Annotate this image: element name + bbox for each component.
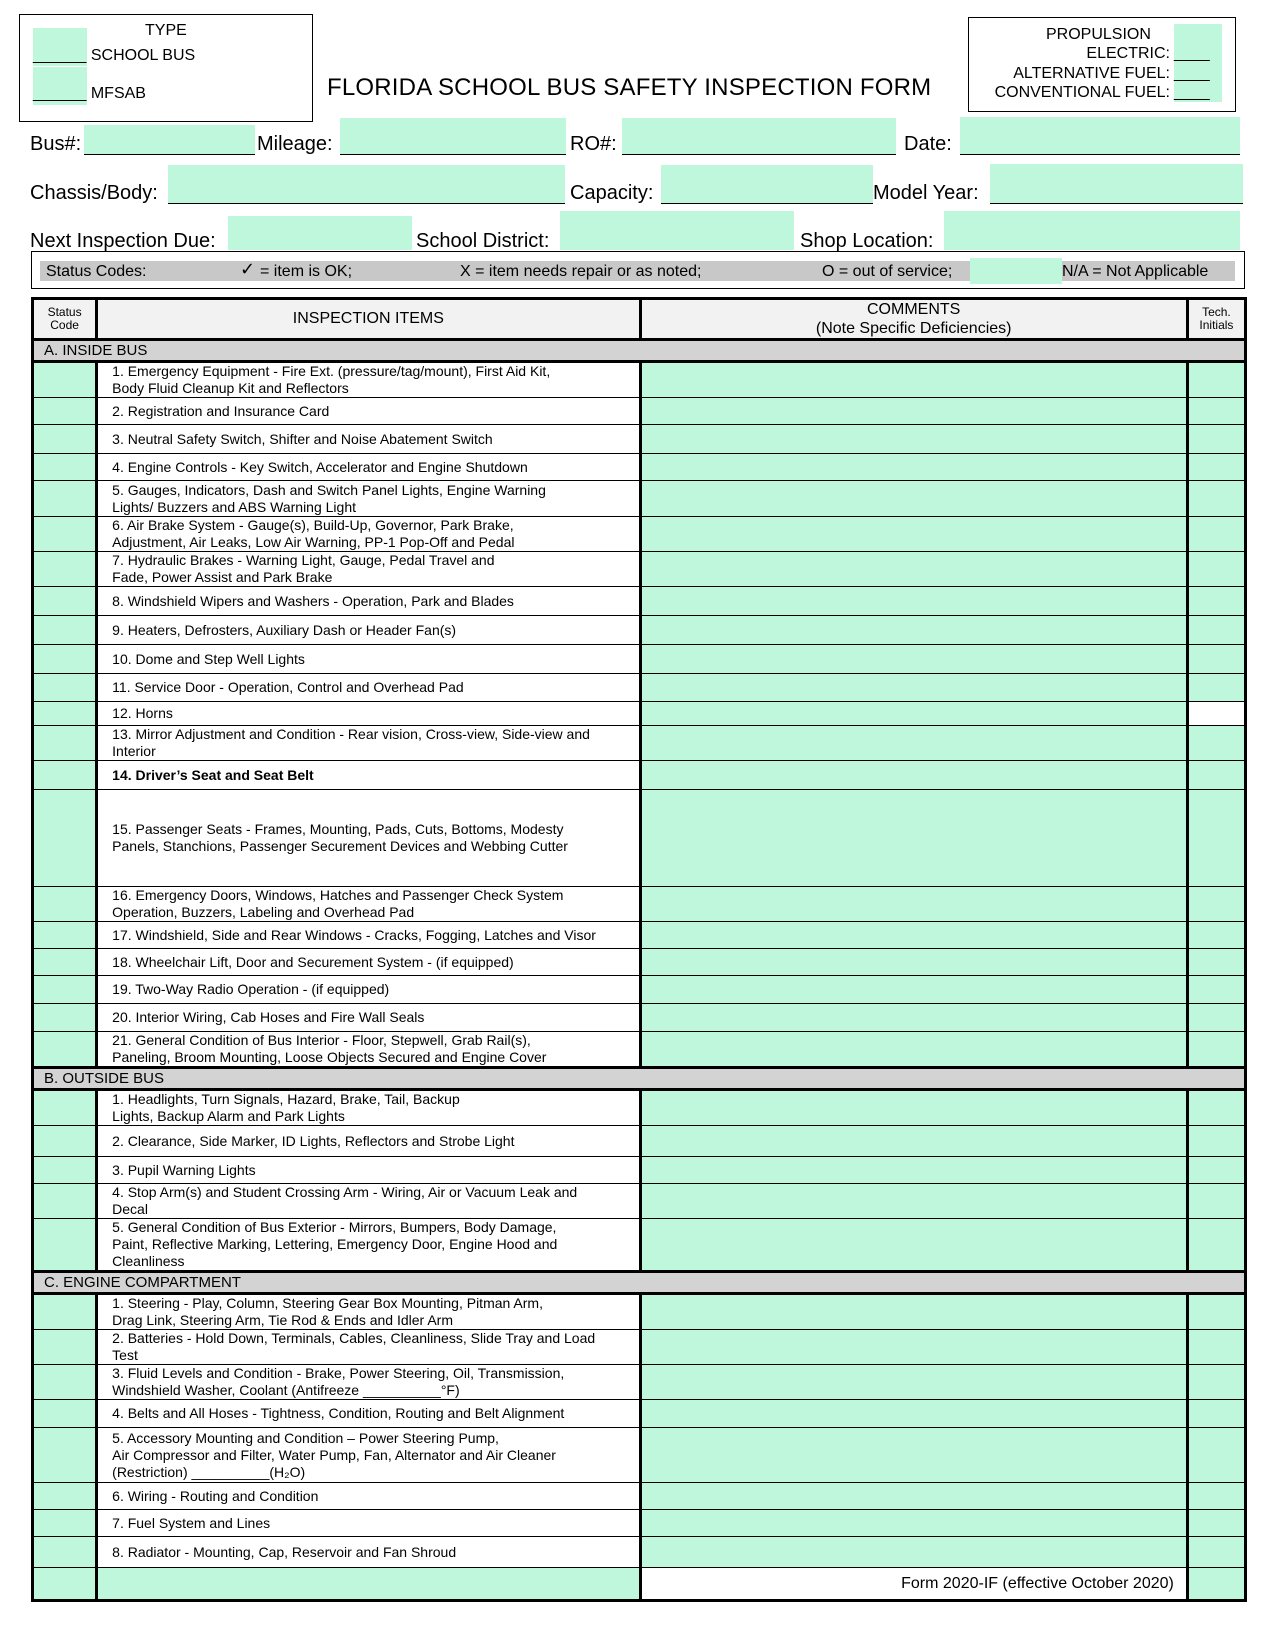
section-header-row (33, 340, 1246, 362)
comments-cell[interactable] (640, 481, 1187, 517)
comments-header-subtitle: (Note Specific Deficiencies) (815, 320, 1012, 337)
tech-initials-cell[interactable] (1187, 1090, 1245, 1126)
date-field[interactable] (960, 117, 1240, 155)
tech-initials-cell[interactable] (1187, 1004, 1245, 1032)
comments-cell[interactable] (640, 1126, 1187, 1157)
inspection-item-cell (97, 517, 640, 552)
comments-cell[interactable] (640, 1184, 1187, 1219)
tech-initials-cell[interactable] (1187, 425, 1245, 454)
status-code-cell[interactable] (33, 398, 97, 425)
inspection-item-text: 8. Radiator - Mounting, Cap, Reservoir and Fan Shroud (112, 1543, 457, 1560)
inspection-item-row (33, 481, 1246, 517)
tech-initials-cell[interactable] (1187, 1400, 1245, 1428)
inspection-item-row (33, 702, 1246, 726)
inspection-item-text: 11. Service Door - Operation, Control and Overhead Pad (112, 679, 464, 695)
blank-item-cell[interactable] (97, 1568, 640, 1601)
tech-initials-cell[interactable] (1187, 1126, 1245, 1157)
status-code-cell[interactable] (33, 1537, 97, 1568)
tech-initials-cell[interactable] (1187, 587, 1245, 616)
mfsab-label: MFSAB (90, 85, 146, 102)
status-code-cell[interactable] (33, 552, 97, 587)
status-code-cell[interactable] (33, 1483, 97, 1510)
inspection-item-row (33, 887, 1246, 922)
inspection-item-row (33, 1537, 1246, 1568)
inspection-item-row (33, 1157, 1246, 1184)
inspection-item-cell (97, 1004, 640, 1032)
status-code-cell[interactable] (33, 587, 97, 616)
ro-number-field[interactable] (622, 118, 896, 155)
inspection-item-cell (97, 1157, 640, 1184)
comments-cell[interactable] (640, 1483, 1187, 1510)
tech-initials-cell[interactable] (1187, 616, 1245, 645)
status-code-cell[interactable] (33, 790, 97, 887)
comments-cell[interactable] (640, 1537, 1187, 1568)
inspection-item-row (33, 674, 1246, 702)
status-code-cell[interactable] (33, 1294, 97, 1330)
footer-row (33, 1568, 1246, 1601)
comments-cell[interactable] (640, 1400, 1187, 1428)
inspection-item-text: 18. Wheelchair Lift, Door and Securement System - (if equipped) (112, 953, 514, 970)
capacity-field[interactable] (661, 165, 873, 204)
ro-number-label: RO#: (570, 133, 617, 155)
section-title: A. INSIDE BUS (33, 340, 1246, 362)
inspection-item-row (33, 1400, 1246, 1428)
date-label: Date: (904, 133, 952, 155)
school-bus-type-option (33, 47, 195, 65)
inspection-item-cell (97, 481, 640, 517)
inspection-item-text: 12. Horns (112, 705, 173, 721)
status-code-header-text: Status Code (47, 305, 82, 332)
bus-number-label: Bus#: (30, 133, 82, 155)
inspection-item-row (33, 1126, 1246, 1157)
status-repair: X = item needs repair or as noted; (460, 263, 702, 280)
tech-initials-cell[interactable] (1187, 645, 1245, 674)
inspection-item-row (33, 976, 1246, 1004)
tech-initials-cell[interactable] (1187, 552, 1245, 587)
status-code-cell[interactable] (33, 1219, 97, 1272)
conventional-fuel-blank: ____ (1174, 84, 1210, 101)
inspection-item-cell (97, 949, 640, 976)
tech-initials-cell[interactable] (1187, 1219, 1245, 1272)
status-code-cell[interactable] (33, 362, 97, 398)
status-code-cell[interactable] (33, 1126, 97, 1157)
shop-location-label: Shop Location: (800, 230, 934, 252)
comments-cell[interactable] (640, 949, 1187, 976)
tech-initials-cell[interactable] (1187, 517, 1245, 552)
inspection-item-cell (97, 616, 640, 645)
inspection-item-cell (97, 790, 640, 887)
inspection-item-row (33, 1184, 1246, 1219)
mileage-label: Mileage: (257, 133, 333, 155)
status-code-cell[interactable] (33, 1365, 97, 1400)
tech-initials-cell[interactable] (1187, 1568, 1245, 1601)
inspection-item-row (33, 1219, 1246, 1272)
comments-header (640, 299, 1187, 340)
inspection-item-cell (97, 1090, 640, 1126)
tech-initials-cell[interactable] (1187, 887, 1245, 922)
shop-location-field[interactable] (944, 211, 1240, 250)
status-code-cell[interactable] (33, 1157, 97, 1184)
status-code-cell[interactable] (33, 1330, 97, 1365)
status-ok: = item is OK; (260, 263, 353, 280)
inspection-item-text: 1. Headlights, Turn Signals, Hazard, Brake, Tail, Backup Lights, Backup Alarm and Park Lights (112, 1091, 460, 1124)
status-codes-label: Status Codes: (46, 263, 147, 280)
inspection-item-cell (97, 674, 640, 702)
inspection-item-text: 7. Fuel System and Lines (112, 1514, 271, 1531)
tech-initials-cell[interactable] (1187, 454, 1245, 481)
inspection-item-row (33, 726, 1246, 761)
chassis-body-field[interactable] (168, 165, 565, 204)
type-title: TYPE (145, 22, 187, 39)
inspection-item-cell (97, 702, 640, 726)
inspection-item-row (33, 425, 1246, 454)
tech-initials-cell[interactable] (1187, 1330, 1245, 1365)
comments-header-title: COMMENTS (867, 301, 961, 318)
tech-initials-cell[interactable] (1187, 976, 1245, 1004)
comments-cell[interactable] (640, 398, 1187, 425)
comments-cell[interactable] (640, 1294, 1187, 1330)
status-code-cell[interactable] (33, 949, 97, 976)
inspection-item-row (33, 1483, 1246, 1510)
inspection-item-row (33, 949, 1246, 976)
inspection-item-text: 5. General Condition of Bus Exterior - Mirrors, Bumpers, Body Damage, Paint, Reflective Marking, Lettering, Emergency Door, Engine Hood and Cleanliness (112, 1219, 558, 1269)
tech-initials-cell[interactable] (1187, 790, 1245, 887)
tech-initials-cell[interactable] (1187, 362, 1245, 398)
inspection-item-cell (97, 362, 640, 398)
status-code-cell[interactable] (33, 887, 97, 922)
comments-cell[interactable] (640, 454, 1187, 481)
inspection-item-cell (97, 887, 640, 922)
inspection-item-cell (97, 552, 640, 587)
status-code-cell[interactable] (33, 1400, 97, 1428)
inspection-item-row (33, 761, 1246, 790)
inspection-item-cell (97, 1219, 640, 1272)
inspection-item-cell (97, 726, 640, 761)
school-bus-blank: ______ (33, 47, 87, 64)
inspection-item-text: 7. Hydraulic Brakes - Warning Light, Gauge, Pedal Travel and Fade, Power Assist and Park Brake (112, 552, 495, 585)
tech-initials-cell[interactable] (1187, 1537, 1245, 1568)
tech-initials-cell[interactable] (1187, 398, 1245, 425)
status-code-cell[interactable] (33, 761, 97, 790)
status-code-cell[interactable] (33, 702, 97, 726)
status-code-cell[interactable] (33, 674, 97, 702)
inspection-item-text: 6. Air Brake System - Gauge(s), Build-Up, Governor, Park Brake, Adjustment, Air Leaks, Low Air Warning, PP-1 Pop-Off and Pedal (112, 517, 515, 550)
inspection-item-text: 1. Emergency Equipment - Fire Ext. (pressure/tag/mount), First Aid Kit, Body Fluid Cleanup Kit and Reflectors (112, 363, 551, 396)
status-code-cell[interactable] (33, 1032, 97, 1068)
inspection-item-text: 10. Dome and Step Well Lights (112, 650, 305, 667)
comments-cell[interactable] (640, 887, 1187, 922)
comments-cell[interactable] (640, 1157, 1187, 1184)
inspection-item-text: 4. Stop Arm(s) and Student Crossing Arm - Wiring, Air or Vacuum Leak and Decal (112, 1184, 578, 1217)
inspection-item-text: 3. Neutral Safety Switch, Shifter and Noise Abatement Switch (112, 430, 493, 447)
mfsab-blank: ______ (33, 85, 87, 102)
form-reference: Form 2020-IF (effective October 2020) (640, 1568, 1187, 1601)
inspection-item-cell (97, 1126, 640, 1157)
inspection-item-text: 3. Fluid Levels and Condition - Brake, Power Steering, Oil, Transmission, Windshield Washer, Coolant (Antifreeze __________°F) (112, 1365, 565, 1398)
tech-initials-cell[interactable] (1187, 702, 1245, 726)
comments-cell[interactable] (640, 1365, 1187, 1400)
comments-cell[interactable] (640, 1428, 1187, 1483)
tech-initials-cell[interactable] (1187, 1184, 1245, 1219)
status-code-cell[interactable] (33, 481, 97, 517)
mfsab-type-option (33, 85, 146, 103)
comments-cell[interactable] (640, 922, 1187, 949)
comments-cell[interactable] (640, 645, 1187, 674)
tech-initials-cell[interactable] (1187, 1428, 1245, 1483)
inspection-item-row (33, 790, 1246, 887)
table-header-row (33, 299, 1246, 340)
tech-initials-cell[interactable] (1187, 726, 1245, 761)
mileage-field[interactable] (340, 118, 566, 155)
form-title: FLORIDA SCHOOL BUS SAFETY INSPECTION FORM (327, 74, 932, 101)
tech-initials-cell[interactable] (1187, 1483, 1245, 1510)
status-out-of-service: O = out of service; (822, 263, 953, 280)
inspection-item-text: 4. Engine Controls - Key Switch, Accelerator and Engine Shutdown (112, 458, 528, 475)
comments-cell[interactable] (640, 616, 1187, 645)
section-title: B. OUTSIDE BUS (33, 1068, 1246, 1090)
comments-cell[interactable] (640, 1510, 1187, 1537)
inspection-item-cell (97, 1330, 640, 1365)
status-code-cell[interactable] (33, 1428, 97, 1483)
inspection-item-row (33, 645, 1246, 674)
status-code-cell[interactable] (33, 454, 97, 481)
comments-cell[interactable] (640, 552, 1187, 587)
inspection-item-row (33, 454, 1246, 481)
inspection-item-cell (97, 1365, 640, 1400)
inspection-items-header: INSPECTION ITEMS (97, 299, 640, 340)
status-code-cell[interactable] (33, 1184, 97, 1219)
status-code-cell[interactable] (33, 645, 97, 674)
inspection-item-cell (97, 1510, 640, 1537)
inspection-item-cell (97, 587, 640, 616)
inspection-item-row (33, 1510, 1246, 1537)
comments-cell[interactable] (640, 1004, 1187, 1032)
tech-initials-cell[interactable] (1187, 949, 1245, 976)
model-year-field[interactable] (990, 164, 1243, 204)
comments-cell[interactable] (640, 761, 1187, 790)
next-inspection-field[interactable] (228, 216, 412, 250)
tech-initials-cell[interactable] (1187, 761, 1245, 790)
inspection-item-cell (97, 398, 640, 425)
inspection-item-text: 15. Passenger Seats - Frames, Mounting, Pads, Cuts, Bottoms, Modesty Panels, Stanchions, Passenger Securement Devices and Webbing Cutter (112, 821, 568, 854)
inspection-item-cell (97, 1032, 640, 1068)
inspection-item-text: 9. Heaters, Defrosters, Auxiliary Dash or Header Fan(s) (112, 621, 457, 638)
inspection-item-text: 2. Registration and Insurance Card (112, 402, 330, 419)
tech-initials-cell[interactable] (1187, 922, 1245, 949)
school-bus-label: SCHOOL BUS (90, 47, 196, 64)
comments-cell[interactable] (640, 674, 1187, 702)
inspection-item-cell (97, 454, 640, 481)
tech-initials-cell[interactable] (1187, 1510, 1245, 1537)
inspection-item-row (33, 587, 1246, 616)
status-code-cell[interactable] (33, 1004, 97, 1032)
tech-initials-header-text: Tech. Initials (1199, 305, 1234, 332)
status-code-cell[interactable] (33, 425, 97, 454)
section-header-row (33, 1272, 1246, 1294)
tech-initials-cell[interactable] (1187, 1365, 1245, 1400)
school-district-label: School District: (416, 230, 550, 252)
capacity-label: Capacity: (570, 182, 654, 204)
status-code-cell[interactable] (33, 726, 97, 761)
inspection-item-text: 19. Two-Way Radio Operation - (if equipped) (112, 981, 390, 997)
school-district-field[interactable] (560, 211, 794, 250)
inspection-item-text: 5. Gauges, Indicators, Dash and Switch Panel Lights, Engine Warning Lights/ Buzzers and ABS Warning Light (112, 481, 546, 515)
alternative-fuel-blank: ____ (1174, 65, 1210, 82)
alternative-fuel-label: ALTERNATIVE FUEL: (1013, 65, 1170, 82)
comments-cell[interactable] (640, 362, 1187, 398)
model-year-label: Model Year: (873, 182, 979, 204)
status-code-cell[interactable] (33, 1568, 97, 1601)
comments-cell[interactable] (640, 1090, 1187, 1126)
status-not-applicable: N/A = Not Applicable (1062, 263, 1209, 280)
status-code-cell[interactable] (33, 517, 97, 552)
status-code-header (33, 299, 97, 340)
inspection-item-text: 8. Windshield Wipers and Washers - Operation, Park and Blades (112, 592, 514, 609)
inspection-item-row (33, 616, 1246, 645)
inspection-item-row (33, 1428, 1246, 1483)
inspection-item-row (33, 1330, 1246, 1365)
inspection-item-row (33, 398, 1246, 425)
inspection-item-row (33, 362, 1246, 398)
tech-initials-cell[interactable] (1187, 1032, 1245, 1068)
inspection-item-cell (97, 1294, 640, 1330)
inspection-item-row (33, 1032, 1246, 1068)
tech-initials-header (1187, 299, 1245, 340)
status-code-field[interactable] (970, 258, 1062, 284)
status-code-cell[interactable] (33, 616, 97, 645)
inspection-item-cell (97, 1537, 640, 1568)
inspection-item-row (33, 922, 1246, 949)
inspection-item-text: 6. Wiring - Routing and Condition (112, 1487, 319, 1504)
comments-cell[interactable] (640, 1032, 1187, 1068)
inspection-item-text: 20. Interior Wiring, Cab Hoses and Fire Wall Seals (112, 1009, 425, 1025)
comments-cell[interactable] (640, 790, 1187, 887)
status-code-cell[interactable] (33, 922, 97, 949)
inspection-item-text: 4. Belts and All Hoses - Tightness, Condition, Routing and Belt Alignment (112, 1405, 565, 1421)
comments-cell[interactable] (640, 726, 1187, 761)
chassis-body-label: Chassis/Body: (30, 182, 158, 204)
inspection-item-text: 1. Steering - Play, Column, Steering Gear Box Mounting, Pitman Arm, Drag Link, Steering Arm, Tie Rod & Ends and Idler Arm (112, 1295, 543, 1328)
inspection-item-row (33, 517, 1246, 552)
section-header-row (33, 1068, 1246, 1090)
status-code-cell[interactable] (33, 1510, 97, 1537)
inspection-item-cell (97, 976, 640, 1004)
status-code-cell[interactable] (33, 1090, 97, 1126)
inspection-item-cell (97, 425, 640, 454)
inspection-item-row (33, 1090, 1246, 1126)
checkmark-icon (240, 259, 255, 280)
inspection-item-cell (97, 1184, 640, 1219)
comments-cell[interactable] (640, 587, 1187, 616)
comments-cell[interactable] (640, 702, 1187, 726)
tech-initials-cell[interactable] (1187, 1294, 1245, 1330)
comments-cell[interactable] (640, 976, 1187, 1004)
propulsion-title: PROPULSION (1046, 26, 1151, 43)
comments-cell[interactable] (640, 425, 1187, 454)
inspection-item-cell (97, 1483, 640, 1510)
inspection-item-cell (97, 761, 640, 790)
status-code-cell[interactable] (33, 976, 97, 1004)
inspection-item-cell (97, 922, 640, 949)
bus-number-field[interactable] (84, 125, 255, 155)
inspection-item-text: 14. Driver’s Seat and Seat Belt (112, 766, 314, 783)
inspection-item-row (33, 1294, 1246, 1330)
conventional-fuel-label: CONVENTIONAL FUEL: (994, 84, 1170, 101)
tech-initials-cell[interactable] (1187, 1157, 1245, 1184)
comments-cell[interactable] (640, 1219, 1187, 1272)
inspection-item-row (33, 1004, 1246, 1032)
electric-blank: ____ (1174, 45, 1210, 62)
inspection-item-text: 5. Accessory Mounting and Condition – Power Steering Pump, Air Compressor and Filter, Water Pump, Fan, Alternator and Air Cleaner (Restriction) __________(H₂O) (112, 1429, 556, 1480)
inspection-item-text: 17. Windshield, Side and Rear Windows - Cracks, Fogging, Latches and Visor (112, 926, 596, 943)
inspection-table (31, 297, 1247, 1602)
next-inspection-label: Next Inspection Due: (30, 230, 216, 252)
inspection-item-text: 2. Clearance, Side Marker, ID Lights, Reflectors and Strobe Light (112, 1132, 515, 1149)
inspection-item-text: 16. Emergency Doors, Windows, Hatches and Passenger Check System Operation, Buzzers, Labeling and Overhead Pad (112, 887, 564, 920)
comments-cell[interactable] (640, 517, 1187, 552)
checkmark-symbol: ✓ (240, 259, 256, 280)
comments-cell[interactable] (640, 1330, 1187, 1365)
inspection-item-text: 21. General Condition of Bus Interior - Floor, Stepwell, Grab Rail(s), Paneling, Broom Mounting, Loose Objects Secured and Engine Cover (112, 1032, 547, 1065)
inspection-item-text: 2. Batteries - Hold Down, Terminals, Cables, Cleanliness, Slide Tray and Load Test (112, 1330, 596, 1363)
section-title: C. ENGINE COMPARTMENT (33, 1272, 1246, 1294)
inspection-item-row (33, 1365, 1246, 1400)
inspection-item-text: 3. Pupil Warning Lights (112, 1161, 256, 1178)
inspection-item-cell (97, 645, 640, 674)
inspection-item-cell (97, 1428, 640, 1483)
inspection-item-row (33, 552, 1246, 587)
tech-initials-cell[interactable] (1187, 481, 1245, 517)
electric-label: ELECTRIC: (1086, 45, 1170, 62)
tech-initials-cell[interactable] (1187, 674, 1245, 702)
inspection-item-cell (97, 1400, 640, 1428)
inspection-item-text: 13. Mirror Adjustment and Condition - Rear vision, Cross-view, Side-view and Interior (112, 726, 590, 759)
